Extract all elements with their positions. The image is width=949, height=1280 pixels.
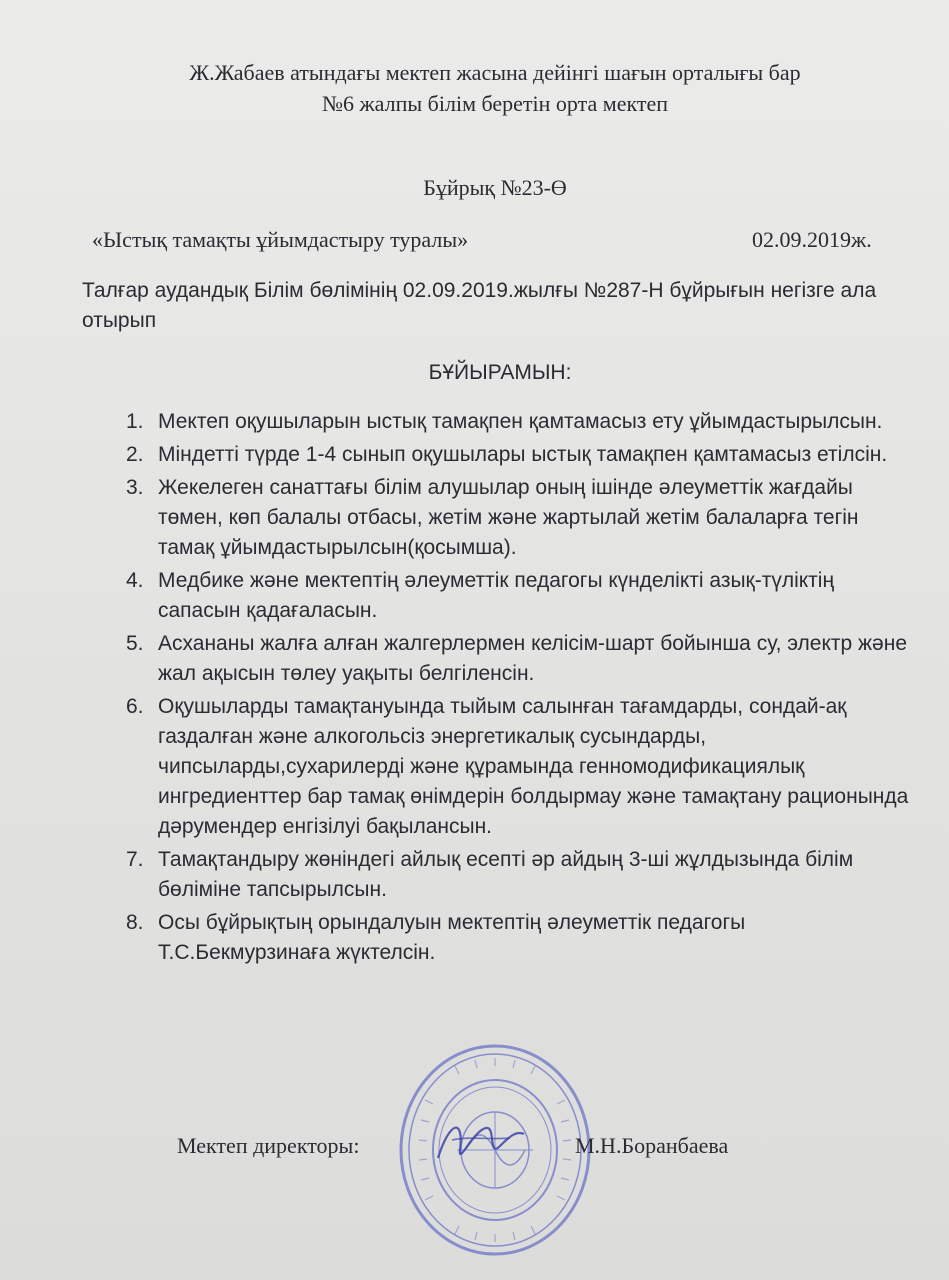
item-number: 1. — [126, 410, 144, 433]
item-text: Медбике және мектептің әлеуметтік педагогы күнделікті азық-түліктің сапасын қадағаласын. — [158, 569, 835, 622]
signature-scribble-icon — [430, 1110, 530, 1170]
list-item — [120, 440, 920, 470]
item-text: Міндетті түрде 1-4 сынып оқушылары ыстық тамақпен қамтамасыз етілсін. — [158, 443, 888, 466]
item-number: 3. — [126, 476, 144, 499]
order-date: 02.09.2019ж. — [752, 227, 872, 252]
list-item — [120, 692, 920, 842]
list-item — [120, 407, 920, 437]
item-text: Осы бұйрықтың орындалуын мектептің әлеуметтік педагогы Т.С.Бекмурзинаға жүктелсін. — [158, 911, 746, 964]
order-subject: «Ыстық тамақты ұйымдастыру туралы» — [92, 227, 469, 252]
school-name-line1: Ж.Жабаев атындағы мектеп жасына дейінгі шағын орталығы бар — [189, 60, 801, 85]
list-item — [120, 629, 920, 689]
order-title: Бұйрық №23-Ө — [423, 175, 567, 200]
list-item — [120, 845, 920, 905]
list-item — [120, 473, 920, 563]
item-text: Тамақтандыру жөніндегі айлық есепті әр айдың 3-ші жұлдызында білім бөліміне тапсырылсын. — [158, 848, 854, 901]
order-basis: Талғар аудандық Білім бөлімінің 02.09.2019.жылғы №287-Н бұйрығын негізге ала отырып — [82, 279, 877, 332]
director-name: М.Н.Боранбаева — [575, 1133, 729, 1158]
list-item — [120, 908, 920, 968]
school-name-line2: №6 жалпы білім беретін орта мектеп — [321, 91, 669, 116]
item-text: Асхананы жалға алған жалгерлермен келісім-шарт бойынша су, электр және жал ақысын төлеу уақыты белгіленсін. — [158, 632, 908, 685]
item-text: Оқушыларды тамақтануында тыйым салынған тағамдарды, сондай-ақ газдалған және алкогольсіз энергетикалық сусындарды, чипсыларды,сухарилерді және құрамында генномодификациялық ингредиенттер бар тамақ өнімдерін болдырмау және тамақтану рационында дәрумендер енгізілуі бақылансын. — [158, 695, 909, 838]
item-number: 7. — [126, 848, 144, 871]
item-number: 4. — [126, 569, 144, 592]
item-text: Жекелеген санаттағы білім алушылар оның ішінде әлеуметтік жағдайы төмен, көп балалы отбасы, жетім және жартылай жетім балаларға тегін тамақ ұйымдастырылсын(қосымша). — [158, 476, 859, 559]
item-number: 2. — [126, 443, 144, 466]
list-item — [120, 566, 920, 626]
item-text: Мектеп оқушыларын ыстық тамақпен қамтамасыз ету ұйымдастырылсын. — [158, 410, 883, 433]
item-number: 8. — [126, 911, 144, 934]
decree-heading: БҰЙЫРАМЫН: — [428, 361, 572, 384]
director-label: Мектеп директоры: — [177, 1133, 360, 1158]
item-number: 6. — [126, 695, 144, 718]
item-number: 5. — [126, 632, 144, 655]
order-items-list — [120, 407, 920, 971]
